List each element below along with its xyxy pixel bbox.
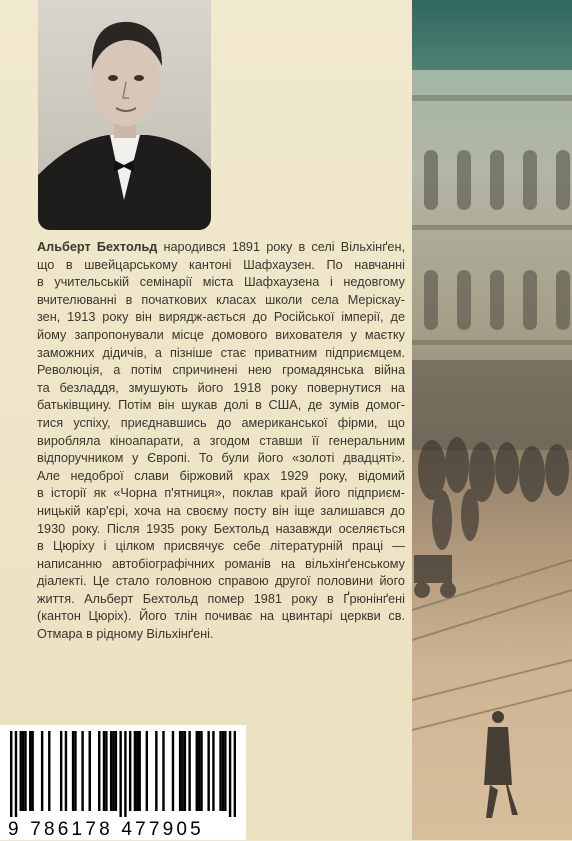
barcode-bar — [103, 731, 105, 811]
bio-line: життя. Альберт Бехтольд помер 1981 року в Ґрюнінґені — [37, 591, 405, 606]
barcode-bar — [184, 731, 186, 811]
barcode-bar — [162, 731, 164, 811]
barcode-bar — [41, 731, 43, 811]
barcode-bar — [15, 731, 17, 817]
barcode-bar — [179, 731, 181, 811]
barcode-bar — [20, 731, 22, 811]
barcode-bar — [81, 731, 83, 811]
bio-line: в учительській семінарії міста Шафхаузена і недовгому — [37, 275, 405, 290]
barcode-bar — [29, 731, 31, 811]
bio-line: батьківщину. Потім він шукав долі в США, де зумів домог- — [37, 398, 405, 413]
barcode-bar — [136, 731, 138, 811]
barcode-bar — [207, 731, 209, 811]
barcode-bar — [115, 731, 117, 811]
barcode-bar — [200, 731, 202, 811]
bio-line: заможних дідичів, а пізніше стає приватним підприємцем. — [37, 345, 405, 360]
barcode-bar — [124, 731, 126, 817]
bio-line: Революція, а потім спричинені нею громадянська війна — [37, 363, 405, 378]
bio-line: діалекті. Це стало головною справою другої половини його — [37, 574, 405, 589]
barcode-bar — [48, 731, 50, 811]
bio-line: ницькій кар'єрі, хоча на своєму посту він іще залишався до — [37, 503, 405, 518]
barcode-bar — [22, 731, 24, 811]
bio-line: що в швейцарському кантоні Шафхаузен. По навчанні — [37, 257, 405, 272]
bio-line: та безладдя, змушують його 1918 року повернутися на — [37, 380, 405, 395]
bio-line: йому запропонували місце домового вихователя у маєтку — [37, 327, 405, 342]
barcode-bar — [222, 731, 224, 811]
barcode-bar — [105, 731, 107, 811]
bio-line: в історії як «Чорна п'ятниця», поклав край його підприєм- — [37, 486, 405, 501]
bio-line: (кантон Цюріх). Його тлін почиває на цвинтарі церкви св. — [37, 609, 405, 624]
barcode-bar — [89, 731, 91, 811]
bio-line: зен, 1913 року він вирядж-ається до Російської імперії, де — [37, 310, 405, 325]
barcode-bar — [172, 731, 174, 811]
barcode-bar — [119, 731, 121, 817]
barcode-bar — [10, 731, 12, 817]
barcode-bar — [98, 731, 100, 811]
bio-line: відпоручником у Європі. То були його «золоті двадцяті». — [37, 451, 405, 466]
barcode-bar — [196, 731, 198, 811]
bio-line: в Цюріху і цілком присвячує себе літературній праці — — [37, 539, 405, 554]
author-name: Альберт Бехтольд — [37, 240, 158, 254]
barcode-bars — [10, 731, 236, 817]
barcode-bar — [74, 731, 76, 811]
bio-line: вчителюванні в початкових класах школи села Меріскау- — [37, 292, 405, 307]
barcode-bar — [212, 731, 214, 811]
author-biography — [37, 239, 405, 644]
barcode-bar — [224, 731, 226, 811]
barcode-bar — [155, 731, 157, 811]
street-photo — [412, 0, 572, 840]
barcode-bar — [138, 731, 140, 811]
barcode-bar — [219, 731, 221, 811]
isbn-barcode — [0, 725, 246, 840]
barcode-digits: 9 786178 477905 — [8, 819, 204, 840]
bio-line: тися успіху, приєднавшись до американської фірми, що — [37, 415, 405, 430]
barcode-bar — [234, 731, 236, 817]
bio-line: виробляла кіноапарати, а згодом ставши її генеральним — [37, 433, 405, 448]
barcode-bar — [146, 731, 148, 811]
barcode-bar — [229, 731, 231, 817]
barcode-bar — [129, 731, 131, 811]
barcode-bar — [198, 731, 200, 811]
barcode-bar — [60, 731, 62, 811]
bio-line: 1930 року. Після 1935 року Бехтольд назавжди оселяється — [37, 521, 405, 536]
bio-line: написанню автобіографічних романів на вільхінґенському — [37, 556, 405, 571]
author-portrait — [38, 0, 211, 230]
barcode-bar — [72, 731, 74, 811]
barcode-bar — [110, 731, 112, 811]
bio-line: Альберт Бехтольд народився 1891 року в селі Вільхінґен, — [37, 240, 405, 254]
barcode-bar — [31, 731, 33, 811]
barcode-bar — [24, 731, 26, 811]
barcode-bar — [134, 731, 136, 811]
barcode-bar — [112, 731, 114, 811]
bio-line: Але недоброї слави біржовий крах 1929 року, відомий — [37, 468, 405, 483]
barcode-bar — [188, 731, 190, 811]
barcode-bar — [65, 731, 67, 811]
barcode-bar — [181, 731, 183, 811]
bio-line: Отмара в рідному Вільхінґені. — [37, 627, 214, 642]
